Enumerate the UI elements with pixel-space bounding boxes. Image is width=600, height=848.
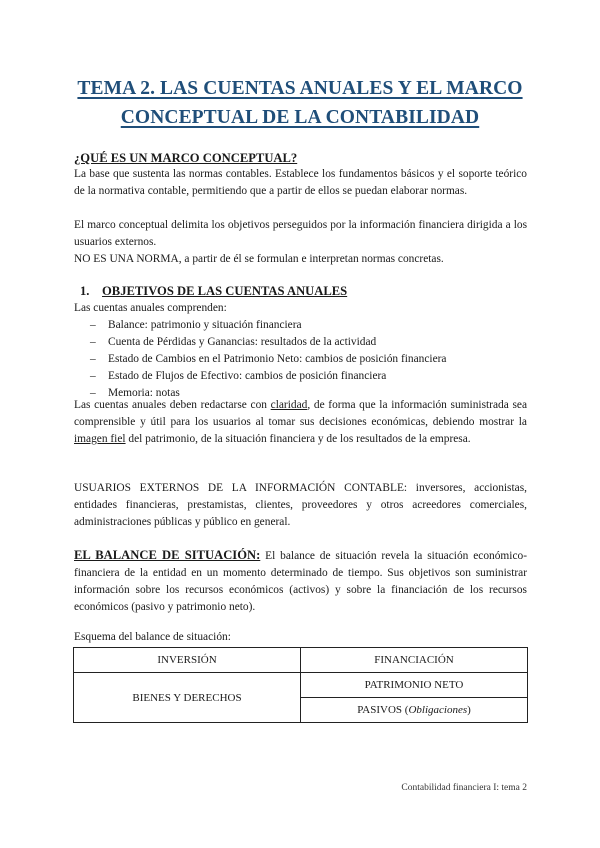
claridad-paragraph [74,397,527,448]
objetivos-heading-text: OBJETIVOS DE LAS CUENTAS ANUALES [102,284,348,298]
text-run: Obligaciones [408,704,468,716]
schema-caption: Esquema del balance de situación: [74,631,231,643]
balance-heading: EL BALANCE DE SITUACIÓN: [74,548,261,562]
list-item: – Estado de Cambios en el Patrimonio Neto: cambios de posición financiera [74,351,527,368]
marco-paragraph-1: La base que sustenta las normas contables. Establece los fundamentos básicos y el soporte teórico de la normativa contable, permitiendo que a partir de ellos se puedan elaborar normas. [74,168,527,197]
imagen-fiel-term: imagen fiel [74,433,126,445]
table-row [74,648,528,673]
text-run: , de forma que la información suministrada sea comprensible y útil para los usuarios al tomar sus decisiones económicas, debiendo mostrar la [74,399,527,428]
text-run: del patrimonio, de la situación financiera y de los resultados de la empresa. [125,433,471,445]
usuarios-paragraph: USUARIOS EXTERNOS DE LA INFORMACIÓN CONTABLE: inversores, accionistas, entidades financieras, prestamistas, clientes, proveedores y otros acreedores comerciales, administraciones públicas y público en general. [74,482,527,528]
text-run: ) [467,704,471,716]
claridad-term: claridad [270,399,308,411]
list-item: – Balance: patrimonio y situación financiera [74,317,527,334]
objetivos-intro: Las cuentas anuales comprenden: [74,302,227,314]
balance-paragraph [74,547,527,616]
balance-schema-table [73,647,528,723]
table-header-inversion: INVERSIÓN [74,648,301,673]
list-item: – Memoria: notas [74,385,527,402]
cell-patrimonio-neto: PATRIMONIO NETO [301,673,528,698]
title-line-2: CONCEPTUAL DE LA CONTABILIDAD [120,107,480,128]
title-line-1: TEMA 2. LAS CUENTAS ANUALES Y EL MARCO [77,78,523,99]
marco-paragraph-2: El marco conceptual delimita los objetivos perseguidos por la información financiera dirigida a los usuarios externos. [74,219,527,248]
marco-heading-text: ¿QUÉ ES UN MARCO CONCEPTUAL? [74,151,298,165]
objetivos-number: 1. [80,284,90,298]
list-item: – Estado de Flujos de Efectivo: cambios de posición financiera [74,368,527,385]
text-run: Las cuentas anuales deben redactarse con [74,399,271,411]
text-run: PASIVOS ( [357,704,409,716]
cuentas-list [74,317,527,402]
table-row [74,673,528,698]
marco-paragraph-3: NO ES UNA NORMA, a partir de él se formulan e interpretan normas concretas. [74,253,444,265]
page-title [50,74,550,132]
cell-pasivos [301,698,528,723]
table-header-financiacion: FINANCIACIÓN [301,648,528,673]
page-footer: Contabilidad financiera I: tema 2 [401,783,527,793]
cell-bienes-derechos: BIENES Y DERECHOS [74,673,301,723]
cuentas-list-wrap [74,317,527,402]
balance-text: El balance de situación revela la situación económico-financiera de la entidad en un momento determinado de tiempo. Sus objetivos son suministrar información sobre los recursos económicos (activos) y sobre la financiación de los recursos económicos (pasivo y patrimonio neto). [74,550,527,613]
list-item: – Cuenta de Pérdidas y Ganancias: resultados de la actividad [74,334,527,351]
objetivos-heading [74,283,527,300]
